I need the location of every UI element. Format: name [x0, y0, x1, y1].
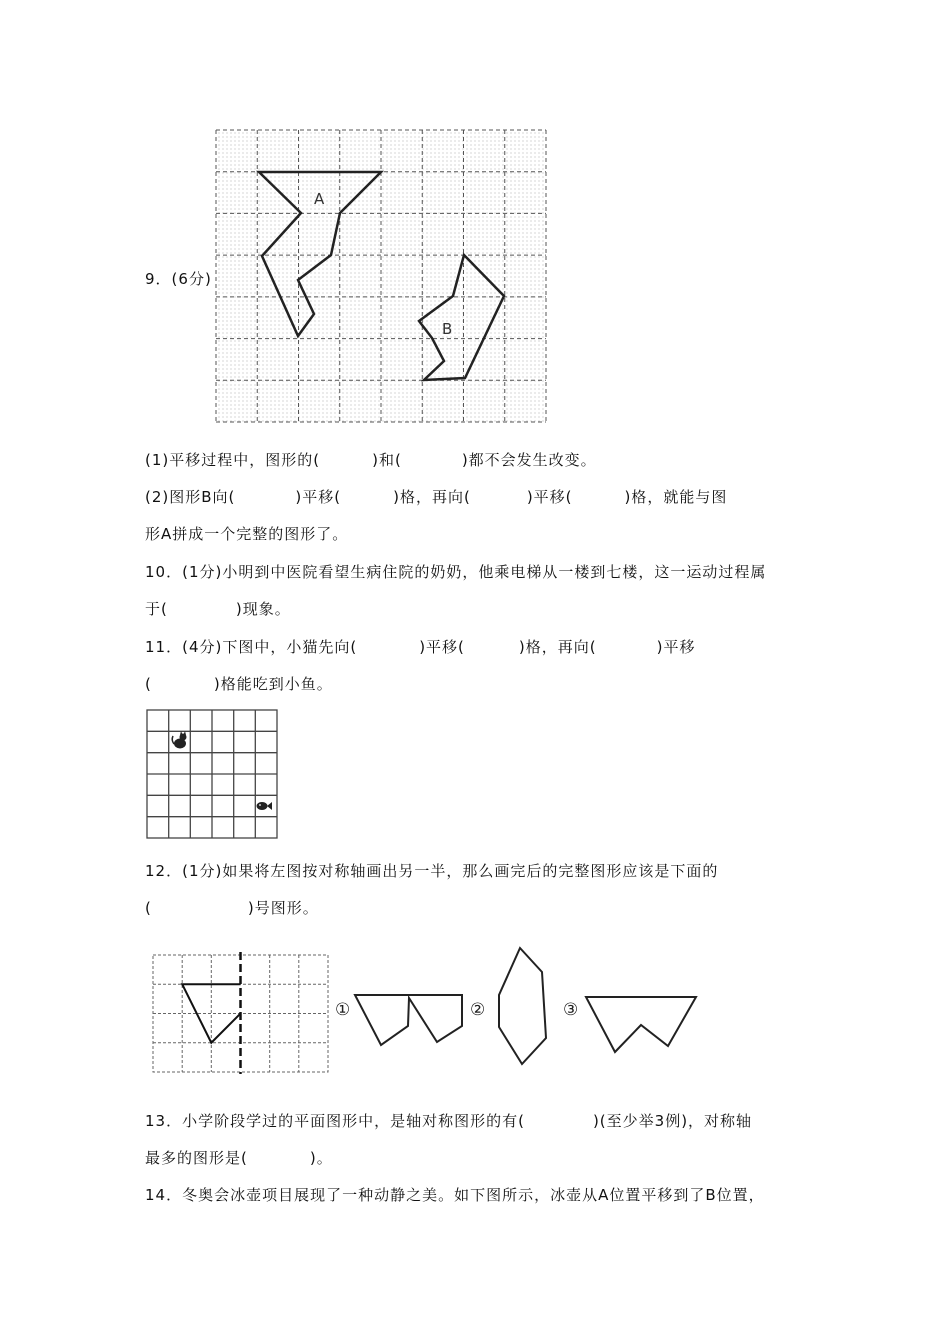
q11-grid-lines [147, 710, 277, 838]
option-1-shape [355, 995, 462, 1045]
q13-line1: 13．小学阶段学过的平面图形中，是轴对称图形的有( )(至少举3例)，对称轴 [145, 1112, 753, 1130]
q9-label: 9．(6分) [145, 270, 212, 288]
option-3-label: ③ [563, 1000, 579, 1020]
option-3-shape [586, 997, 696, 1052]
option-2-shape [499, 948, 546, 1064]
q11-line2: ( )格能吃到小鱼。 [145, 675, 333, 693]
q9-sub2-cont: 形A拼成一个完整的图形了。 [145, 525, 349, 543]
q12-figure [150, 940, 710, 1080]
shape-b-label: B [442, 320, 453, 338]
cat-icon [172, 731, 186, 749]
q11-grid-figure [144, 706, 280, 842]
q9-grid-figure [210, 124, 552, 428]
q10-line2: 于( )现象。 [145, 600, 291, 618]
fish-icon [257, 802, 273, 810]
q10-line1: 10．(1分)小明到中医院看望生病住院的奶奶，他乘电梯从一楼到七楼，这一运动过程属 [145, 563, 767, 581]
q9-sub1: (1)平移过程中，图形的( )和( )都不会发生改变。 [145, 451, 597, 469]
option-2-label: ② [470, 1000, 486, 1020]
shape-a-label: A [314, 190, 325, 208]
option-1-label: ① [335, 1000, 351, 1020]
q11-line1: 11．(4分)下图中，小猫先向( )平移( )格，再向( )平移 [145, 638, 696, 656]
q12-line1: 12．(1分)如果将左图按对称轴画出另一半，那么画完后的完整图形应该是下面的 [145, 862, 719, 880]
q9-sub2: (2)图形B向( )平移( )格，再向( )平移( )格，就能与图 [145, 488, 728, 506]
q12-line2: ( )号图形。 [145, 899, 319, 917]
q14-line1: 14．冬奥会冰壶项目展现了一种动静之美。如下图所示，冰壶从A位置平移到了B位置， [145, 1186, 765, 1204]
q13-line2: 最多的图形是( )。 [145, 1149, 333, 1167]
